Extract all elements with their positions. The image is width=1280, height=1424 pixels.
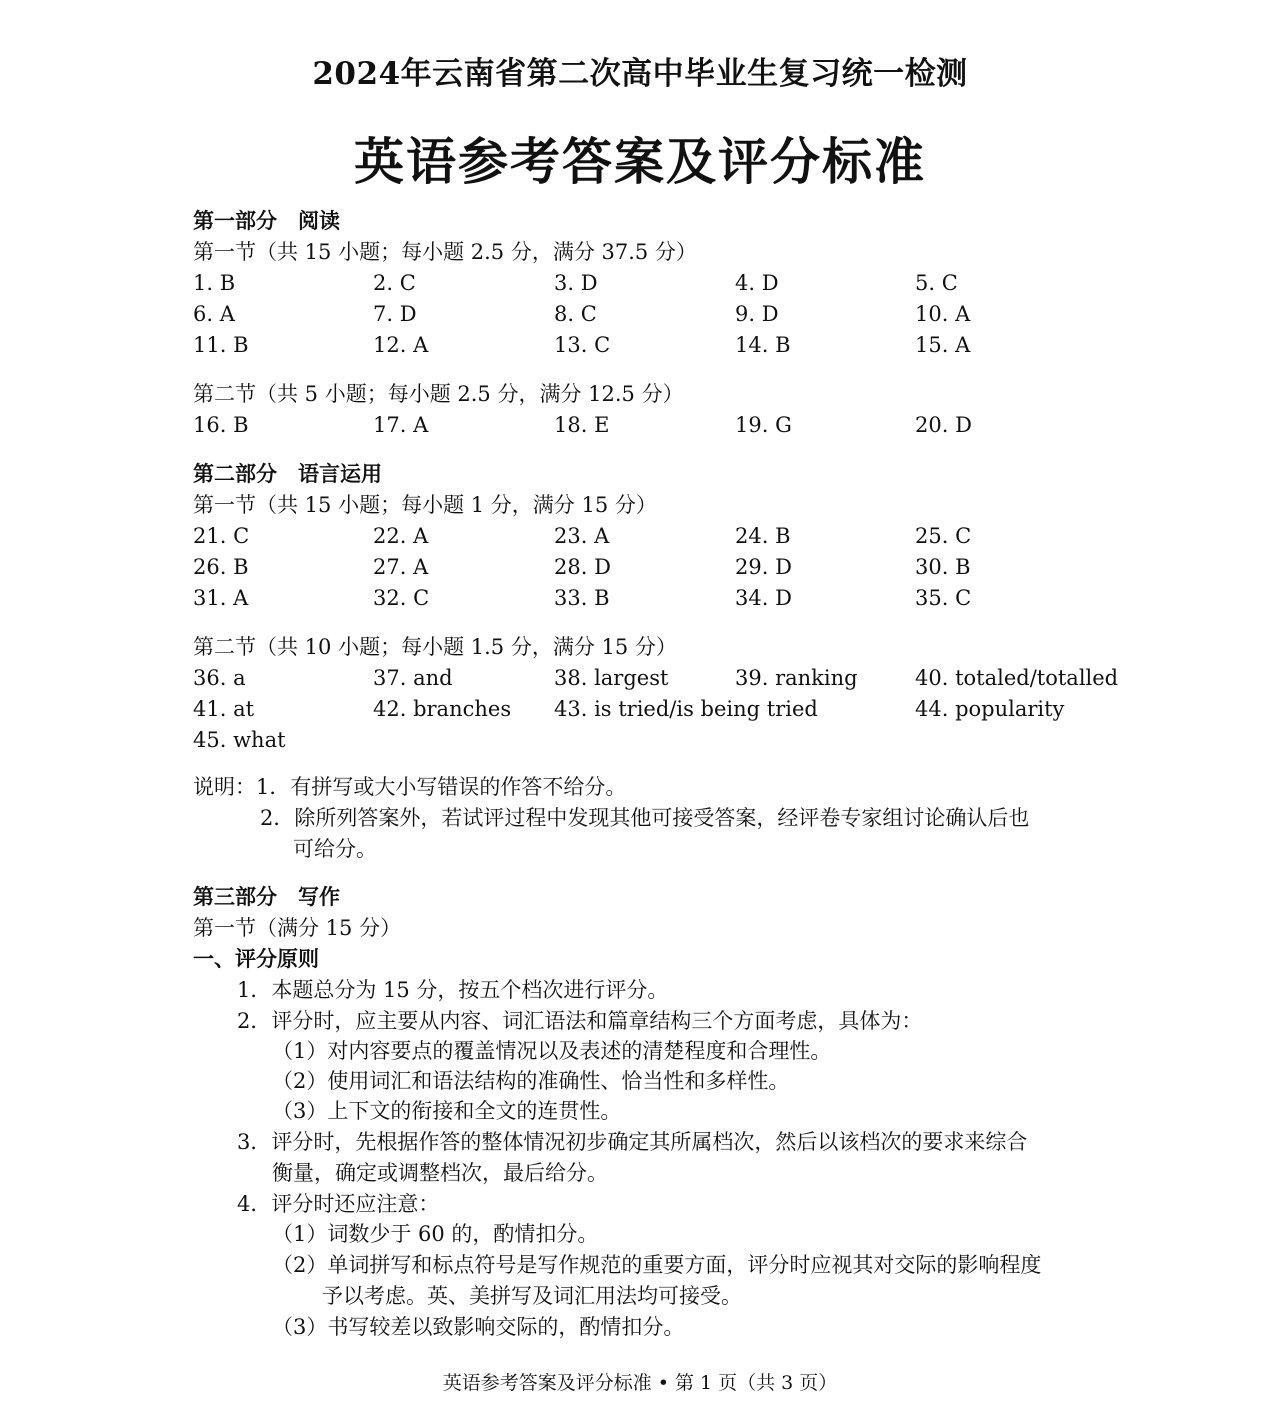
answer-item: 33. B — [554, 586, 610, 610]
principle-2-item-2: （2）使用词汇和语法结构的准确性、恰当性和多样性。 — [272, 1069, 790, 1093]
principle-2: 2．评分时，应主要从内容、词汇语法和篇章结构三个方面考虑，具体为： — [237, 1009, 923, 1033]
answer-item: 24. B — [735, 524, 791, 548]
principle-3-continued: 衡量，确定或调整档次，最后给分。 — [272, 1161, 608, 1185]
answer-item: 35. C — [915, 586, 972, 610]
answer-item: 22. A — [373, 524, 429, 548]
answer-item: 9. D — [735, 302, 779, 326]
answer-item: 21. C — [193, 524, 250, 548]
answer-item: 8. C — [554, 302, 597, 326]
answer-item: 41. at — [193, 697, 255, 721]
answer-item: 39. ranking — [735, 666, 858, 690]
answer-item: 14. B — [735, 333, 791, 357]
answer-item: 11. B — [193, 333, 249, 357]
answer-item: 32. C — [373, 586, 430, 610]
principle-4-item-3: （3）书写较差以致影响交际的，酌情扣分。 — [272, 1315, 685, 1339]
answer-item: 19. G — [735, 413, 792, 437]
scoring-principles-heading: 一、评分原则 — [193, 946, 319, 971]
principle-4-item-2-continued: 予以考虑。英、美拼写及词汇用法均可接受。 — [322, 1284, 742, 1308]
answer-item: 29. D — [735, 555, 792, 579]
answer-item: 44. popularity — [915, 697, 1065, 721]
part1-sec1-heading: 第一节（共 15 小题；每小题 2.5 分，满分 37.5 分） — [193, 240, 697, 264]
answer-item: 13. C — [554, 333, 611, 357]
note-1: 说明：1．有拼写或大小写错误的作答不给分。 — [193, 775, 627, 799]
part3-sec1-heading: 第一节（满分 15 分） — [193, 916, 402, 940]
answer-item: 12. A — [373, 333, 429, 357]
answer-item: 38. largest — [554, 666, 669, 690]
answer-item: 17. A — [373, 413, 429, 437]
answer-item: 3. D — [554, 271, 598, 295]
part1-heading: 第一部分 阅读 — [193, 208, 340, 233]
note-2: 2．除所列答案外，若试评过程中发现其他可接受答案，经评卷专家组讨论确认后也 — [260, 806, 1030, 830]
answer-item: 40. totaled/totalled — [915, 666, 1119, 690]
answer-item: 15. A — [915, 333, 971, 357]
document-subtitle: 英语参考答案及评分标准 — [354, 132, 926, 191]
answer-item: 31. A — [193, 586, 249, 610]
answer-item: 36. a — [193, 666, 246, 690]
answer-item: 37. and — [373, 666, 453, 690]
answer-item: 1. B — [193, 271, 236, 295]
answer-item: 6. A — [193, 302, 235, 326]
principle-2-item-3: （3）上下文的衔接和全文的连贯性。 — [272, 1099, 622, 1123]
answer-item: 18. E — [554, 413, 610, 437]
note-2-continued: 可给分。 — [293, 837, 377, 861]
principle-4: 4．评分时还应注意： — [237, 1192, 440, 1216]
principle-2-item-1: （1）对内容要点的覆盖情况以及表述的清楚程度和合理性。 — [272, 1039, 832, 1063]
answer-item: 23. A — [554, 524, 610, 548]
answer-item: 10. A — [915, 302, 971, 326]
answer-item: 5. C — [915, 271, 958, 295]
principle-4-item-2: （2）单词拼写和标点符号是写作规范的重要方面，评分时应视其对交际的影响程度 — [272, 1253, 1042, 1277]
answer-item: 20. D — [915, 413, 972, 437]
part1-sec2-heading: 第二节（共 5 小题；每小题 2.5 分，满分 12.5 分） — [193, 382, 684, 406]
answer-item: 4. D — [735, 271, 779, 295]
page-footer: 英语参考答案及评分标准 • 第 1 页（共 3 页） — [442, 1372, 838, 1394]
part2-sec2-heading: 第二节（共 10 小题；每小题 1.5 分，满分 15 分） — [193, 635, 677, 659]
answer-item: 28. D — [554, 555, 611, 579]
answer-item: 26. B — [193, 555, 249, 579]
part3-heading: 第三部分 写作 — [193, 884, 340, 909]
principle-3: 3．评分时，先根据作答的整体情况初步确定其所属档次，然后以该档次的要求来综合 — [237, 1130, 1028, 1154]
answer-item: 45. what — [193, 728, 286, 752]
answer-item: 42. branches — [373, 697, 512, 721]
answer-item: 25. C — [915, 524, 972, 548]
answer-item: 43. is tried/is being tried — [554, 697, 818, 721]
answer-item: 27. A — [373, 555, 429, 579]
answer-item: 2. C — [373, 271, 416, 295]
part2-heading: 第二部分 语言运用 — [193, 461, 382, 486]
principle-4-item-1: （1）词数少于 60 的，酌情扣分。 — [272, 1222, 599, 1246]
answer-item: 16. B — [193, 413, 249, 437]
part2-sec1-heading: 第一节（共 15 小题；每小题 1 分，满分 15 分） — [193, 493, 657, 517]
answer-item: 34. D — [735, 586, 792, 610]
principle-1: 1．本题总分为 15 分，按五个档次进行评分。 — [237, 978, 669, 1002]
answer-item: 7. D — [373, 302, 417, 326]
document-title: 2024年云南省第二次高中毕业生复习统一检测 — [312, 56, 968, 92]
answer-item: 30. B — [915, 555, 971, 579]
